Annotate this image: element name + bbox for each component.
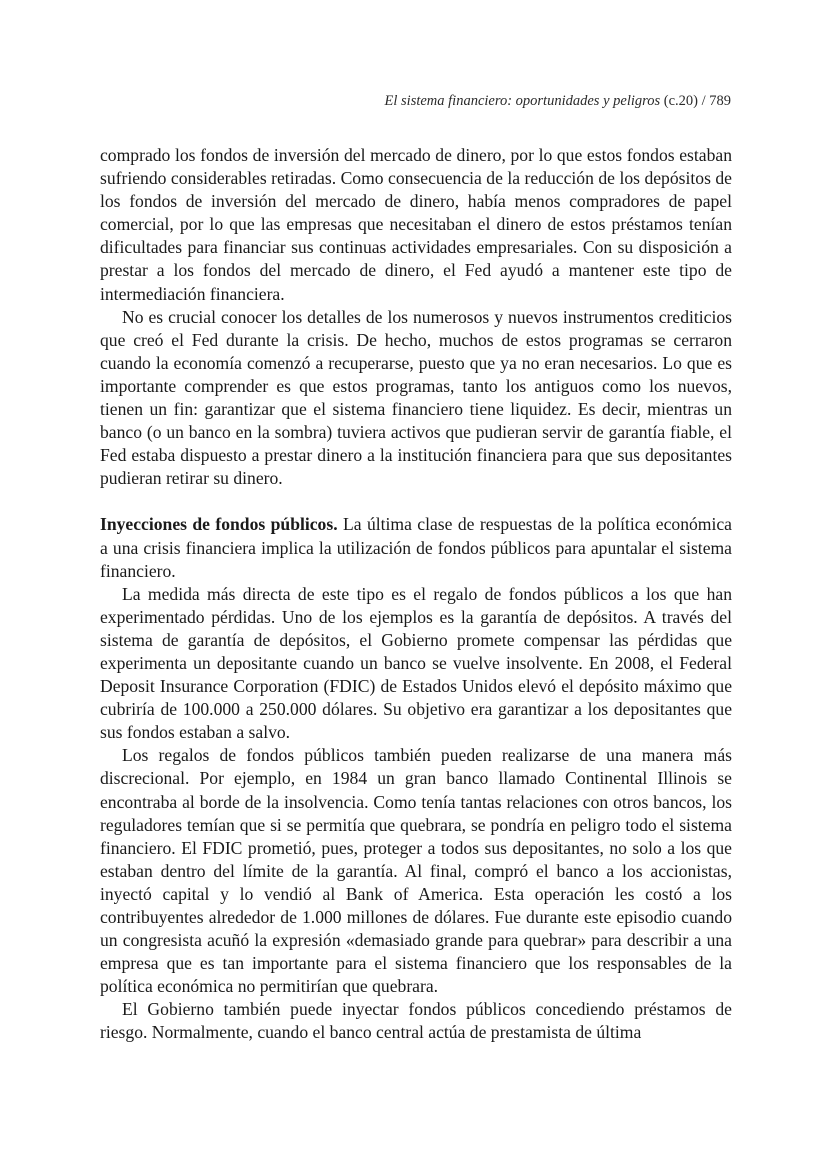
section-paragraph-text: La última clase de respuestas de la política económica a una crisis financiera implica la utilización de fondos públicos para apuntalar el sistema financiero. [100,514,732,581]
section-heading: Inyecciones de fondos públicos. [100,514,338,535]
running-header-separator: / [701,93,706,109]
paragraph: No es crucial conocer los detalles de los numerosos y nuevos instrumentos crediticios que creó el Fed durante la crisis. De hecho, muchos de estos programas se cerraron cuando la economía comenzó a recuperarse, puesto que ya no eran necesarios. Lo que es importante comprender es que estos programas, tanto los antiguos como los nuevos, tienen un fin: garantizar que el sistema financiero tiene liquidez. Es decir, mientras un banco (o un banco en la sombra) tuviera activos que pudieran servir de garantía fiable, el Fed estaba dispuesto a prestar dinero a la institución financiera para que sus depositantes pudieran retirar su dinero. [100,306,732,489]
page-number: 789 [709,93,731,109]
paragraph: La medida más directa de este tipo es el regalo de fondos públicos a los que han experimentado pérdidas. Uno de los ejemplos es la garantía de depósitos. A través del sistema de garantía de depósitos, el Gobierno promete compensar las pérdidas que experimenta un depositante cuando un banco se vuelve insolvente. En 2008, el Federal Deposit Insurance Corporation (FDIC) de Estados Unidos elevó el depósito máximo que cubriría de 100.000 a 250.000 dólares. Su objetivo era garantizar a los depositantes que sus fondos estaban a salvo. [100,583,732,743]
running-header [385,93,731,110]
section-paragraph-public-funds [100,513,732,582]
running-header-chapter: (c.20) [663,93,698,109]
paragraph: Los regalos de fondos públicos también pueden realizarse de una manera más discrecional. Por ejemplo, en 1984 un gran banco llamado Continental Illinois se encontraba al borde de la insolvencia. Como tenía tantas relaciones con otros bancos, los reguladores temían que si se permitía que quebrara, se pondría en peligro todo el sistema financiero. El FDIC prometió, pues, proteger a todos sus depositantes, no solo a los que estaban dentro del límite de la garantía. Al final, compró el banco a los accionistas, inyectó capital y lo vendió al Bank of America. Esta operación les costó a los contribuyentes alrededor de 1.000 millones de dólares. Fue durante este episodio cuando un congresista acuñó la expresión «demasiado grande para quebrar» para describir a una empresa que es tan importante para el sistema financiero que los responsables de la política económica no permitirían que quebrara. [100,745,732,997]
paragraph-last: El Gobierno también puede inyectar fondos públicos concediendo préstamos de riesgo. Normalmente, cuando el banco central actúa de prestamista de última [100,999,732,1043]
running-header-title: El sistema financiero: oportunidades y peligros [384,93,661,109]
paragraph-continued: comprado los fondos de inversión del mercado de dinero, por lo que estos fondos estaban sufriendo considerables retiradas. Como consecuencia de la reducción de los depósitos de los fondos de inversión del mercado de dinero, había menos compradores de papel comercial, por lo que las empresas que necesitaban el dinero de estos préstamos tenían dificultades para financiar sus continuas actividades empresariales. Con su disposición a prestar a los fondos del mercado de dinero, el Fed ayudó a mantener este tipo de intermediación financiera. [100,145,732,304]
body-text [100,144,732,1045]
